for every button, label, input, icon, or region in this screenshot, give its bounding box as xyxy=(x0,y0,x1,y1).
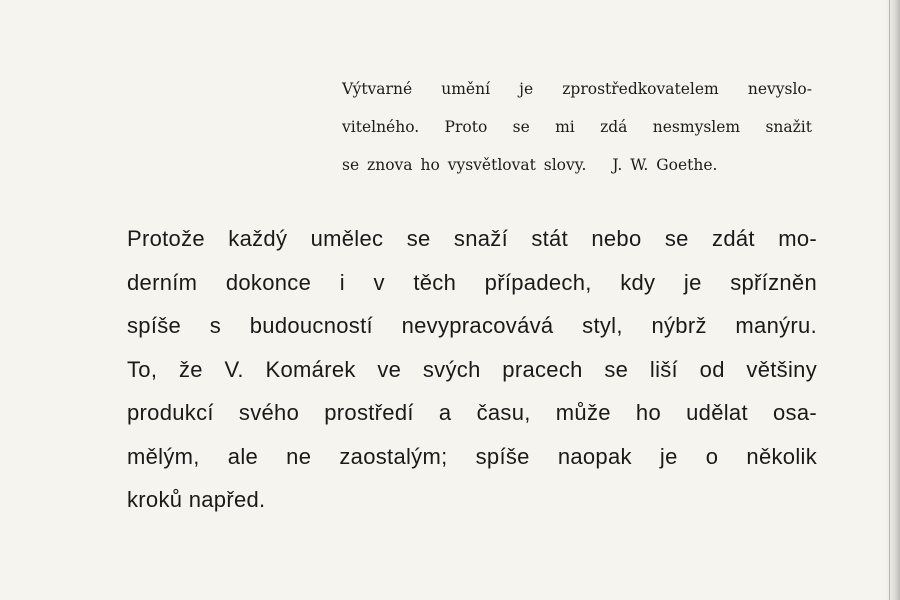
body-line-1: Protože každý umělec se snaží stát nebo se zdát mo- xyxy=(127,226,817,251)
body-line-3: spíše s budoucností nevypracovává styl, nýbrž manýru. xyxy=(127,313,817,338)
body-line-2: derním dokonce i v těch případech, kdy je spřízněn xyxy=(127,269,817,295)
body-line-7: kroků napřed. xyxy=(127,487,266,512)
body-line-6: mělým, ale ne zaostalým; spíše naopak je o několik xyxy=(127,443,817,469)
body-line-4: To, že V. Komárek ve svých pracech se liší od většiny xyxy=(127,356,817,382)
epigraph-line-3 xyxy=(342,152,812,190)
epigraph-line-1: Výtvarné umění je zprostředkovatelem nevyslo- xyxy=(342,80,812,98)
epigraph-author: J. W. Goethe. xyxy=(612,156,718,174)
goethe-epigraph xyxy=(342,76,812,190)
epigraph-quote-end: se znova ho vysvětlovat slovy. xyxy=(342,156,587,174)
page-edge-shadow xyxy=(886,0,900,600)
body-line-5: produkcí svého prostředí a času, může ho udělat osa- xyxy=(127,400,817,425)
epigraph-line-2: vitelného. Proto se mi zdá nesmyslem snažit xyxy=(342,118,812,136)
body-paragraph xyxy=(127,221,817,526)
